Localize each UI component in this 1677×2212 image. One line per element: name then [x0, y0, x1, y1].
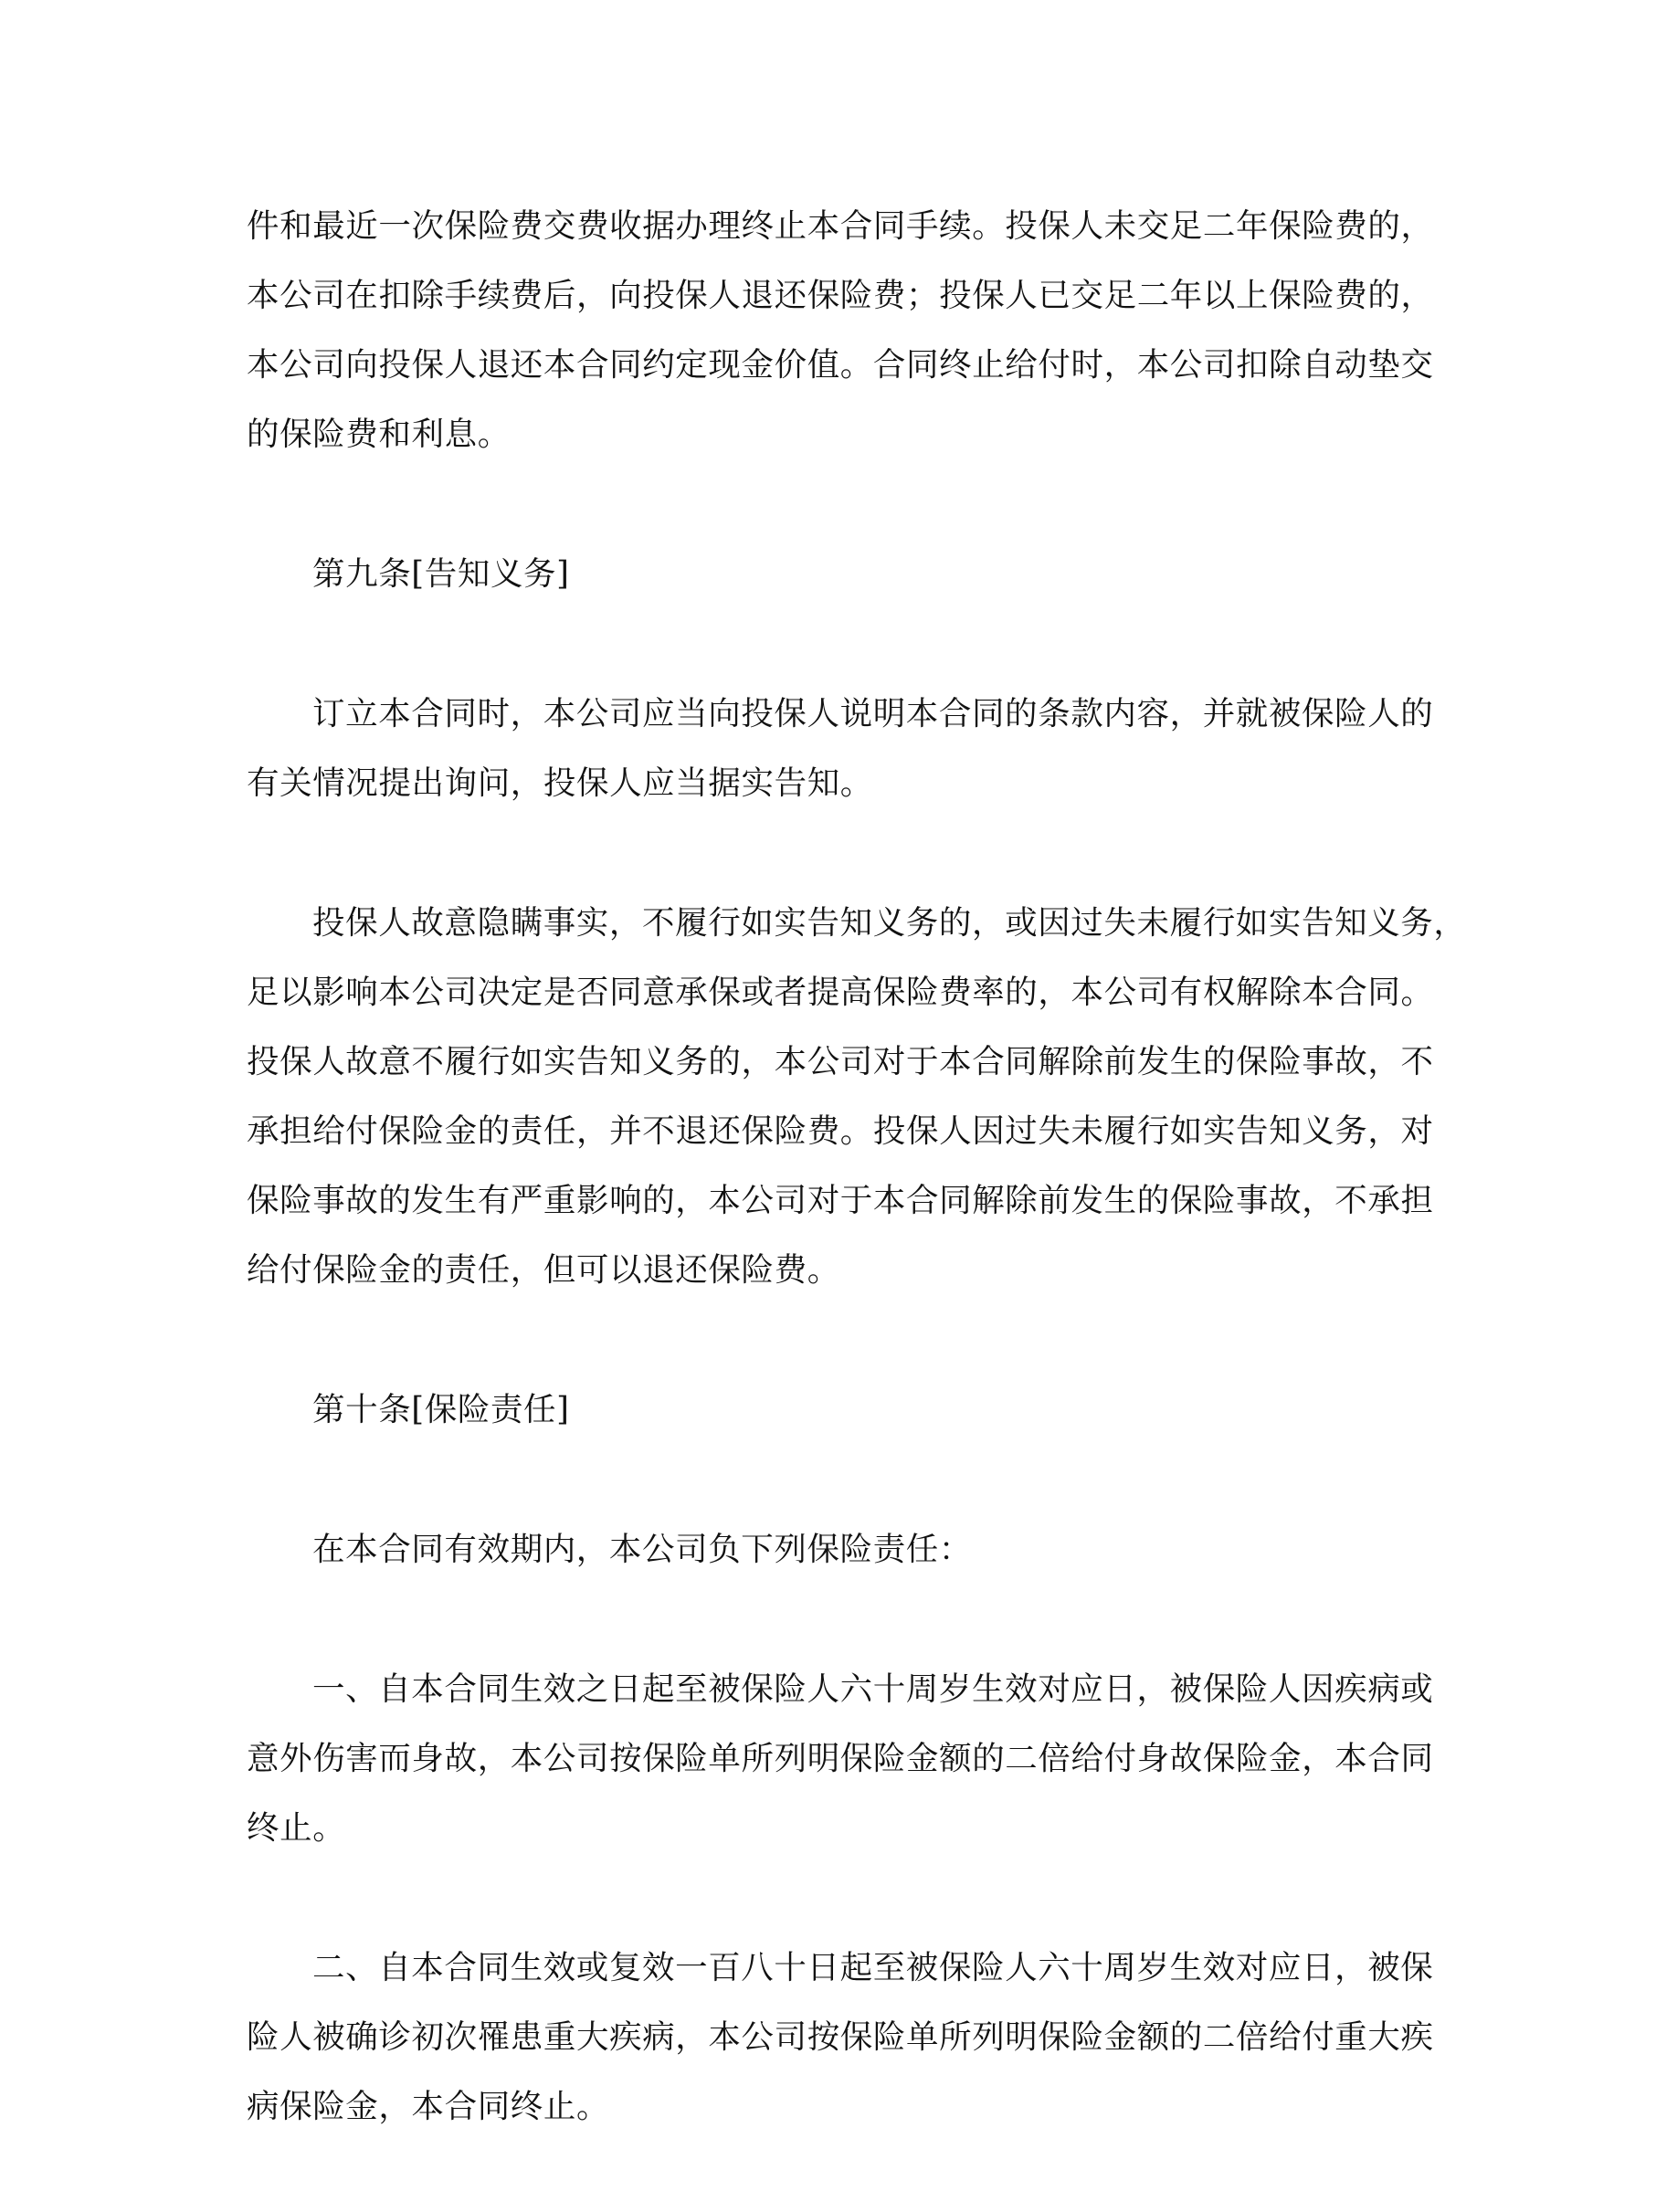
text-line: 承担给付保险金的责任，并不退还保险费。投保人因过失未履行如实告知义务，对 — [247, 1112, 1434, 1150]
paragraph-termination-continued — [247, 192, 1434, 469]
heading-article-9 — [247, 540, 1430, 609]
text-line: 足以影响本公司决定是否同意承保或者提高保险费率的，本公司有权解除本合同。 — [247, 974, 1434, 1011]
paragraph-article-10-item-1 — [247, 1655, 1434, 1863]
text-line: 病保险金，本合同终止。 — [247, 2088, 610, 2125]
text-line: 二、自本合同生效或复效一百八十日起至被保险人六十周岁生效对应日，被保 — [312, 1949, 1434, 1986]
paragraph-article-10-item-2 — [247, 1933, 1434, 2142]
heading-article-10 — [247, 1375, 1430, 1445]
text-line: 本公司在扣除手续费后，向投保人退还保险费；投保人已交足二年以上保险费的， — [247, 277, 1434, 314]
text-line: 终止。 — [247, 1809, 346, 1847]
paragraph-article-10-intro — [247, 1515, 1430, 1585]
text-line: 的保险费和利息。 — [247, 416, 511, 453]
text-line: 有关情况提出询问，投保人应当据实告知。 — [247, 764, 873, 802]
text-line: 一、自本合同生效之日起至被保险人六十周岁生效对应日，被保险人因疾病或 — [312, 1670, 1434, 1708]
text-line: 本公司向投保人退还本合同约定现金价值。合同终止给付时，本公司扣除自动垫交 — [247, 346, 1434, 384]
text-line: 险人被确诊初次罹患重大疾病，本公司按保险单所列明保险金额的二倍给付重大疾 — [247, 2018, 1434, 2056]
heading-text: 第十条[保险责任] — [312, 1391, 570, 1428]
paragraph-article-9-1 — [247, 679, 1434, 818]
document-page — [247, 192, 1467, 2212]
text-line: 给付保险金的责任，但可以退还保险费。 — [247, 1251, 840, 1289]
text-line: 保险事故的发生有严重影响的，本公司对于本合同解除前发生的保险事故，不承担 — [247, 1182, 1434, 1219]
paragraph-article-9-2 — [247, 889, 1467, 1305]
text-line: 在本合同有效期内，本公司负下列保险责任： — [312, 1531, 973, 1568]
text-line: 件和最近一次保险费交费收据办理终止本合同手续。投保人未交足二年保险费的， — [247, 207, 1434, 245]
text-line: 意外伤害而身故，本公司按保险单所列明保险金额的二倍给付身故保险金，本合同 — [247, 1740, 1434, 1777]
heading-text: 第九条[告知义务] — [312, 555, 570, 593]
text-line: 投保人故意不履行如实告知义务的，本公司对于本合同解除前发生的保险事故，不 — [247, 1043, 1434, 1080]
text-line: 投保人故意隐瞒事实，不履行如实告知义务的，或因过失未履行如实告知义务， — [312, 904, 1467, 942]
text-line: 订立本合同时，本公司应当向投保人说明本合同的条款内容，并就被保险人的 — [312, 695, 1434, 732]
